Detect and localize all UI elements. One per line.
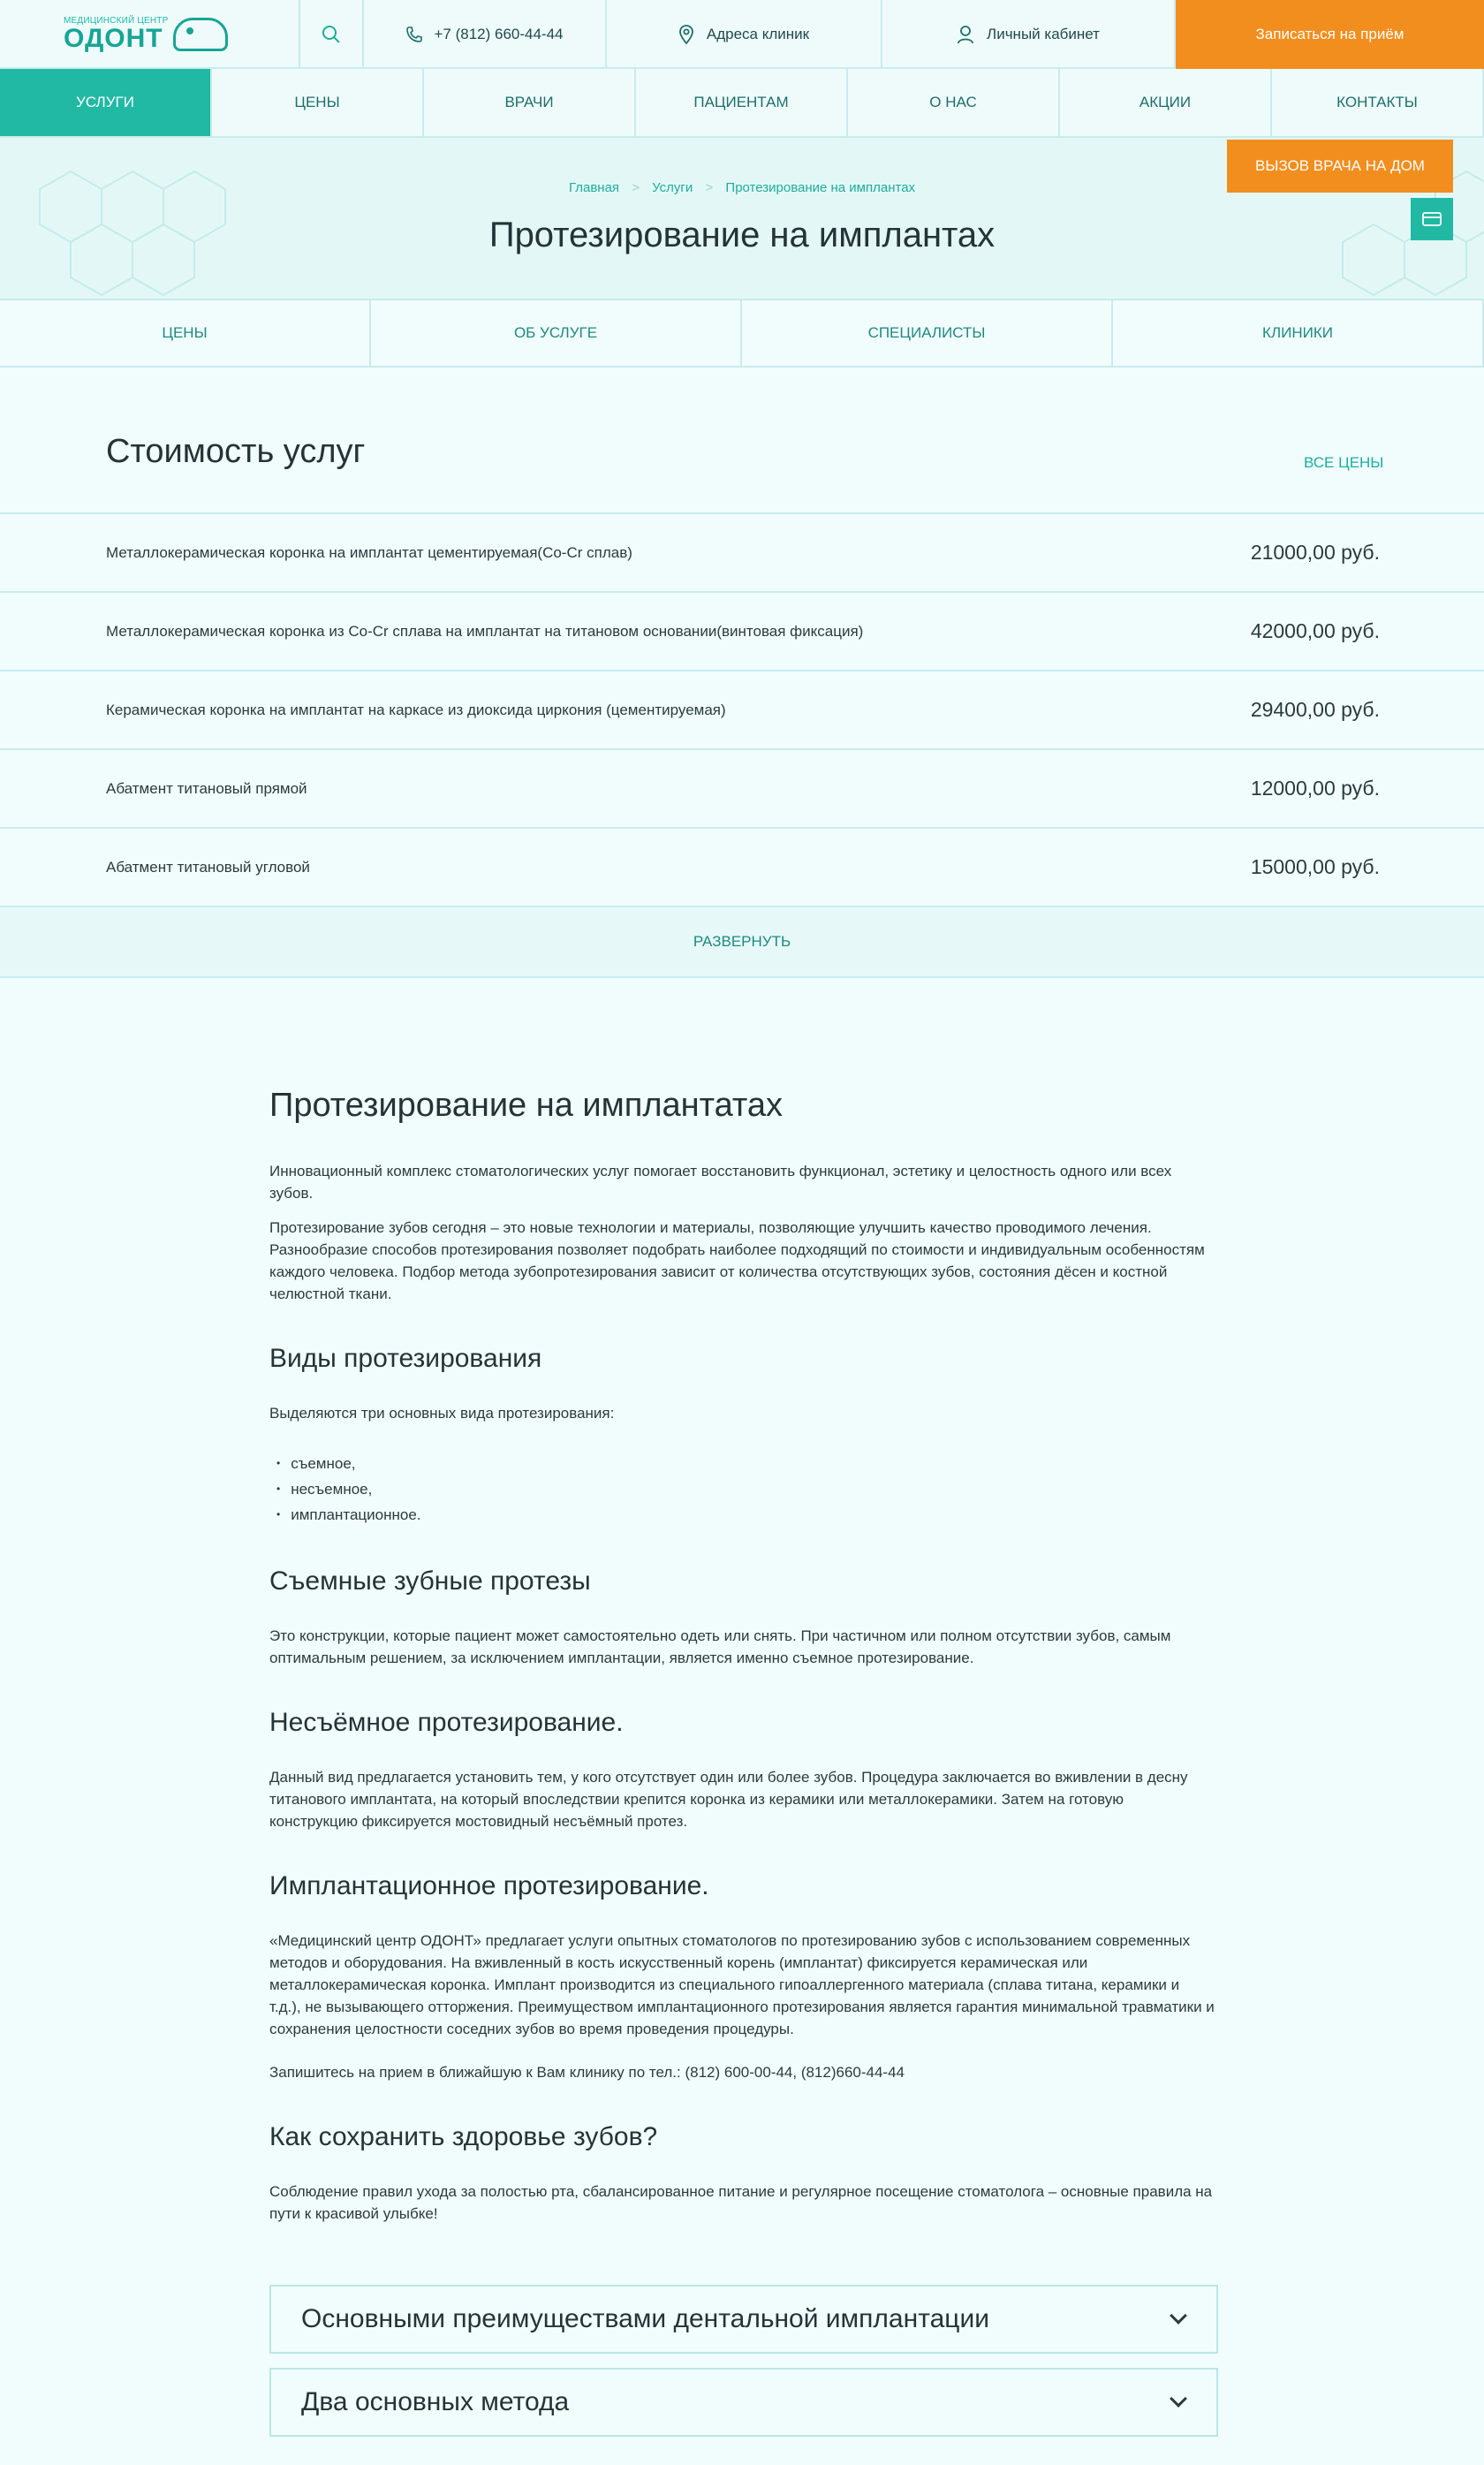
table-row [0, 748, 1484, 827]
section-heading-types: Виды протезирования [269, 1344, 542, 1373]
user-icon [957, 25, 974, 44]
accordion-item-methods[interactable] [269, 2368, 1218, 2437]
home-call-button[interactable]: ВЫЗОВ ВРАЧА НА ДОМ [1227, 140, 1453, 193]
prices-heading: Стоимость услуг [106, 433, 366, 470]
logo[interactable] [0, 0, 300, 69]
nav-item-patients[interactable]: ПАЦИЕНТАМ [636, 69, 848, 136]
article-paragraph: Протезирование зубов сегодня – это новые технологии и материалы, позволяющие улучшить качество проводимого лечения. Разнообразие способов протезирования позволяет подобрать наиболее подходящий по стоимости и индивидуальным особенностям каждого человека. Подбор метода зубопротезирования зависит от количества отсутствующих зубов, состояния дёсен и костной челюстной ткани. [269, 1219, 1205, 1302]
logo-title: ОДОНТ [64, 24, 163, 53]
tab-about-service[interactable]: ОБ УСЛУГЕ [371, 300, 742, 366]
nav-item-about[interactable]: О НАС [848, 69, 1060, 136]
article-paragraph: Соблюдение правил ухода за полостью рта, сбалансированное питание и регулярное посещение стоматолога – основные правила на пути к красивой улыбке! [269, 2183, 1213, 2222]
phone-icon [405, 26, 423, 43]
all-prices-link[interactable]: ВСЕ ЦЕНЫ [1304, 454, 1384, 471]
nav-item-prices[interactable]: ЦЕНЫ [212, 69, 424, 136]
types-list [276, 1451, 1215, 1528]
article-paragraph: Инновационный комплекс стоматологических услуг помогает восстановить функционал, эстетику и целостность одного или всех зубов. [269, 1163, 1172, 1202]
nav-item-services[interactable]: УСЛУГИ [0, 69, 212, 136]
price-name: Металлокерамическая коронка на имплантат цементируемая(Co-Cr сплав) [106, 543, 632, 561]
service-subtabs [0, 299, 1484, 368]
article-paragraph: «Медицинский центр ОДОНТ» предлагает услуги опытных стоматологов по протезированию зубов с использованием современных методов и оборудования. На вживленный в кость искусственный корень (имплантат) фиксируется керамическая или металлокерамическая коронка. Имплант производится из специального гипоаллергенного материала (сплава титана, керамики и т.д.), не вызывающего отторжения. Преимуществом имплантационного протезирования является гарантия минимальной травматики и сохранения целостности соседних зубов во время проведения процедуры. [269, 1932, 1215, 2037]
list-item: • несъемное, [276, 1476, 1215, 1502]
price-value: 21000,00 руб. [1250, 541, 1380, 564]
article [269, 1087, 1215, 2237]
table-row [0, 591, 1484, 670]
article-title: Протезирование на имплантатах [269, 1087, 784, 1124]
accordion-label: Два основных метода [301, 2387, 570, 2416]
article-paragraph: Это конструкции, которые пациент может самостоятельно одеть или снять. При частичном или полном отсутствии зубов, самым оптимальным решением, за исключением имплантации, является именно съемное протезирование. [269, 1627, 1171, 1666]
elephant-logo-icon [173, 18, 228, 51]
location-pin-icon [678, 25, 694, 44]
search-icon [322, 25, 341, 44]
main-nav [0, 69, 1484, 138]
price-value: 42000,00 руб. [1250, 619, 1380, 642]
list-item: • имплантационное. [276, 1502, 1215, 1528]
page-hero [0, 138, 1484, 299]
accordion-item-advantages[interactable] [269, 2285, 1218, 2354]
list-item: • съемное, [276, 1451, 1215, 1476]
price-value: 15000,00 руб. [1250, 855, 1380, 878]
breadcrumb-current: Протезирование на имплантах [725, 180, 916, 195]
book-appointment-button[interactable]: Записаться на приём [1176, 0, 1484, 69]
article-paragraph: Запишитесь на прием в ближайшую к Вам клинику по тел.: (812) 600-00-44, (812)660-44-44 [269, 2064, 905, 2081]
page-title: Протезирование на имплантах [488, 216, 996, 254]
section-heading-health: Как сохранить здоровье зубов? [269, 2122, 658, 2151]
section-heading-implant: Имплантационное протезирование. [269, 1871, 709, 1900]
table-row [0, 827, 1484, 906]
expand-prices-button[interactable]: РАЗВЕРНУТЬ [0, 906, 1484, 978]
chevron-down-icon [1170, 2390, 1187, 2408]
price-name: Керамическая коронка на имплантат на каркасе из диоксида циркония (цементируемая) [106, 701, 726, 718]
addresses-label: Адреса клиник [706, 26, 810, 42]
personal-cabinet-link[interactable] [882, 0, 1176, 69]
phone-number: +7 (812) 660-44-44 [434, 26, 564, 42]
breadcrumb-home[interactable]: Главная [568, 180, 620, 195]
search-button[interactable] [300, 0, 364, 69]
chevron-down-icon [1170, 2307, 1187, 2325]
tab-clinics[interactable]: КЛИНИКИ [1113, 300, 1484, 366]
table-row [0, 670, 1484, 748]
article-paragraph: Выделяются три основных вида протезирования: [269, 1405, 615, 1422]
cabinet-label: Личный кабинет [987, 26, 1100, 42]
article-paragraph: Данный вид предлагается установить тем, у кого отсутствует один или более зубов. Процедура заключается во вживлении в десну титанового имплантата, на который впоследствии крепится коронка из керамики или металлокерамики. Затем на готовую конструкцию фиксируется мостовидный несъёмный протез. [269, 1769, 1188, 1830]
table-row [0, 512, 1484, 591]
top-bar [0, 0, 1484, 69]
nav-item-doctors[interactable]: ВРАЧИ [424, 69, 636, 136]
credit-card-icon [1422, 212, 1442, 226]
breadcrumb-services[interactable]: Услуги [652, 180, 693, 195]
nav-item-promotions[interactable]: АКЦИИ [1060, 69, 1272, 136]
price-name: Абатмент титановый угловой [106, 858, 310, 876]
price-value: 12000,00 руб. [1250, 777, 1380, 800]
breadcrumb-separator: > [705, 180, 714, 195]
nav-item-contacts[interactable]: КОНТАКТЫ [1272, 69, 1484, 136]
addresses-link[interactable] [607, 0, 882, 69]
price-name: Абатмент титановый прямой [106, 779, 307, 797]
price-table [0, 512, 1484, 978]
accordion-label: Основными преимуществами дентальной имплантации [301, 2304, 989, 2333]
section-heading-fixed: Несъёмное протезирование. [269, 1708, 624, 1737]
price-value: 29400,00 руб. [1250, 698, 1380, 721]
card-button[interactable] [1411, 198, 1453, 240]
phone-link[interactable] [364, 0, 607, 69]
price-name: Металлокерамическая коронка из Co-Cr сплава на имплантат на титановом основании(винтовая фиксация) [106, 622, 864, 640]
tab-prices[interactable]: ЦЕНЫ [0, 300, 371, 366]
tab-specialists[interactable]: СПЕЦИАЛИСТЫ [742, 300, 1113, 366]
logo-subtitle: МЕДИЦИНСКИЙ ЦЕНТР [64, 16, 169, 26]
breadcrumb-separator: > [632, 180, 640, 195]
section-heading-removable: Съемные зубные протезы [269, 1566, 591, 1596]
